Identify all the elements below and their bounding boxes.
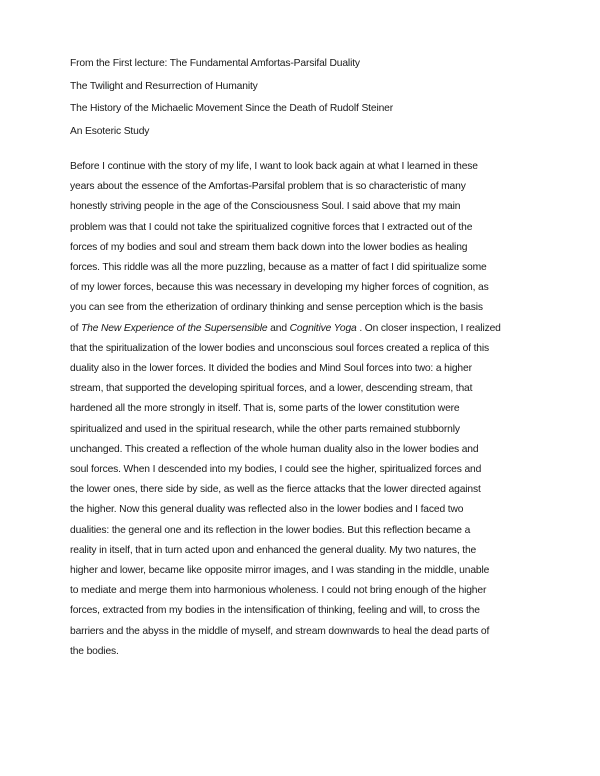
- text-line: forces of my bodies and soul and stream them back down into the lower bodies as healing: [70, 241, 468, 253]
- book-title-italic: Cognitive Yoga: [289, 322, 357, 334]
- text-line: soul forces. When I descended into my bodies, I could see the higher, spiritualized forces and: [70, 464, 482, 476]
- text-line: of my lower forces, because this was necessary in developing my higher forces of cognition, as: [70, 282, 489, 294]
- document-header: [70, 53, 540, 143]
- text-fragment: of: [70, 322, 81, 334]
- book-title-italic: The New Experience of the Supersensible: [81, 322, 268, 334]
- text-line: the bodies.: [70, 645, 119, 657]
- text-line: years about the essence of the Amfortas-Parsifal problem that is so characteristic of many: [70, 181, 466, 193]
- header-subtitle: The History of the Michaelic Movement Since the Death of Rudolf Steiner: [70, 103, 394, 115]
- text-line: the lower ones, there side by side, as well as the fierce attacks that the lower directed against: [70, 484, 481, 496]
- header-book-title: The Twilight and Resurrection of Humanity: [70, 80, 258, 92]
- text-line: barriers and the abyss in the middle of myself, and stream downwards to heal the dead parts of: [70, 625, 490, 637]
- header-lecture-title: From the First lecture: The Fundamental Amfortas-Parsifal Duality: [70, 58, 360, 69]
- text-line: problem was that I could not take the spiritualized cognitive forces that I extracted out of the: [70, 221, 473, 233]
- header-study-label: An Esoteric Study: [70, 125, 150, 137]
- text-line: to mediate and merge them into harmonious wholeness. I could not bring enough of the higher: [70, 585, 487, 597]
- text-line: honestly striving people in the age of the Consciousness Soul. I said above that my main: [70, 201, 461, 213]
- text-line: the higher. Now this general duality was reflected also in the lower bodies and I faced two: [70, 504, 464, 516]
- text-line: hardened all the more strongly in itself. That is, some parts of the lower constitution were: [70, 403, 460, 415]
- text-line: Before I continue with the story of my life, I want to look back again at what I learned in these: [70, 161, 478, 172]
- text-line: that the spiritualization of the lower bodies and unconscious soul forces created a replica of this: [70, 342, 490, 354]
- text-fragment: . On closer inspection, I realized: [356, 322, 501, 334]
- text-line: forces. This riddle was all the more puzzling, because as a matter of fact I did spiritualize some: [70, 262, 487, 274]
- body-paragraph: [70, 157, 540, 662]
- text-fragment: and: [267, 322, 290, 334]
- text-line: dualities: the general one and its reflection in the lower bodies. But this reflection became a: [70, 524, 471, 536]
- text-line: [70, 319, 540, 339]
- text-line: higher and lower, became like opposite mirror images, and I was standing in the middle, unable: [70, 565, 490, 577]
- text-line: spiritualized and used in the spiritual research, while the other parts remained stubbornly: [70, 423, 460, 435]
- text-line: reality in itself, that in turn acted upon and enhanced the general duality. My two natures, the: [70, 544, 477, 556]
- text-line: stream, that supported the developing spiritual forces, and a lower, descending stream, that: [70, 383, 473, 395]
- text-line: duality also in the lower forces. It divided the bodies and Mind Soul forces into two: a higher: [70, 363, 472, 375]
- text-line: forces, extracted from my bodies in the intensification of thinking, feeling and will, to cross the: [70, 605, 480, 617]
- text-line: you can see from the etherization of ordinary thinking and sense perception which is the basis: [70, 302, 483, 314]
- text-line: unchanged. This created a reflection of the whole human duality also in the lower bodies and: [70, 443, 479, 455]
